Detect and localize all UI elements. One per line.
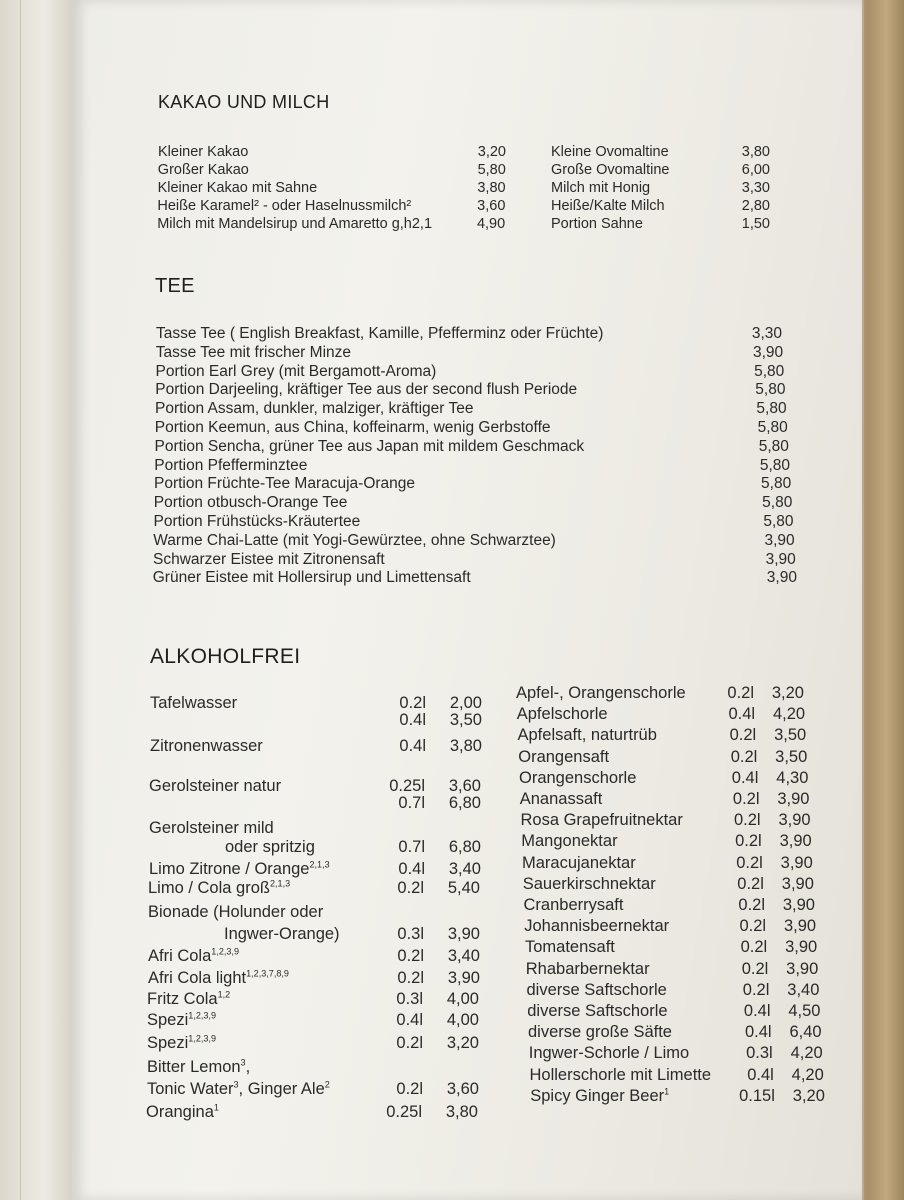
item-name-text: diverse Saftschorle (527, 1002, 668, 1020)
item-name (156, 344, 351, 362)
item-price: 3,90 (780, 853, 813, 872)
item-price: 4,90 (476, 216, 506, 232)
item-price: 5,80 (763, 513, 794, 530)
item-name (519, 769, 636, 788)
item-price: 3,90 (778, 811, 811, 830)
item-name-text: Milch mit Mandelsirup und Amaretto g,h2,1 (157, 216, 433, 232)
menu-item (147, 990, 479, 1012)
item-volume: 0.2l (730, 747, 758, 766)
item-name (518, 726, 657, 745)
item-name-text: Portion Sencha, grüner Tee aus Japan mit mildem Geschmack (154, 437, 585, 455)
menu-item (149, 794, 481, 816)
item-name-text: oder spritzig (225, 838, 315, 856)
menu-item (527, 981, 820, 1003)
item-name-text: Tasse Tee mit frischer Minze (155, 343, 351, 361)
item-volume: 0.2l (729, 726, 757, 745)
item-name (517, 705, 608, 724)
item-name-text: Afri Cola (148, 947, 212, 965)
item-volume: 0.2l (739, 917, 767, 936)
item-price: 3,40 (447, 947, 480, 965)
item-name-text: Orangensaft (518, 747, 610, 766)
item-name-text: Portion Sahne (551, 216, 643, 232)
item-name-text: Ingwer-Orange) (224, 925, 340, 943)
item-volume: 0.4l (399, 711, 426, 729)
item-name-text: Portion Frühstücks-Kräutertee (153, 513, 361, 530)
item-price: 3,60 (446, 1080, 479, 1098)
menu-item (147, 1080, 479, 1102)
menu-item (148, 879, 480, 901)
item-name (530, 1066, 712, 1085)
menu-item (523, 875, 814, 897)
item-price: 5,80 (755, 381, 786, 399)
item-volume: 0.25l (386, 1103, 422, 1121)
menu-item (147, 1011, 479, 1033)
item-name (551, 162, 669, 178)
item-volume: 0.4l (731, 768, 759, 787)
item-name (529, 1044, 689, 1063)
item-name (518, 748, 609, 767)
item-name-text: Rhabarbernektar (525, 959, 650, 978)
menu-item (157, 216, 505, 238)
item-name (520, 790, 603, 809)
item-name-text: Heiße Karamel² - oder Haselnussmilch² (157, 198, 412, 214)
item-name (155, 419, 551, 437)
item-name-text: Rosa Grapefruitnektar (520, 811, 683, 830)
item-volume: 0.2l (733, 811, 761, 830)
item-volume: 0.2l (396, 1080, 423, 1098)
item-name (224, 925, 340, 944)
menu-item (146, 1103, 478, 1125)
footnote-marker: 3 (240, 1057, 246, 1068)
item-volume: 0.2l (738, 896, 765, 914)
footnote-marker: 1 (213, 1102, 219, 1113)
item-price: 4,00 (446, 1011, 479, 1029)
item-price: 5,80 (757, 419, 788, 436)
item-name (150, 737, 263, 756)
item-name-text: Spezi (147, 1034, 189, 1052)
section-title-tee: TEE (155, 275, 195, 297)
item-name-text: Großer Kakao (157, 162, 249, 178)
menu-item (148, 947, 480, 969)
item-name (148, 969, 289, 988)
item-volume: 0.2l (397, 969, 424, 987)
item-price: 3,50 (449, 711, 482, 729)
item-name (154, 513, 361, 531)
item-name (157, 198, 411, 214)
item-name-text: Apfelsaft, naturtrüb (517, 726, 657, 745)
menu-item (529, 1044, 823, 1066)
menu-item (147, 1034, 479, 1056)
item-price: 3,40 (787, 980, 820, 999)
item-volume: 0.2l (727, 684, 754, 702)
item-name (148, 903, 323, 922)
section-title-alkoholfrei: ALKOHOLFREI (150, 645, 301, 668)
item-price: 3,40 (448, 860, 481, 878)
item-price: 3,90 (765, 550, 796, 568)
item-volume: 0.7l (398, 838, 425, 856)
item-name (158, 144, 248, 160)
item-name (147, 990, 230, 1009)
item-name (551, 198, 665, 214)
item-name-text: Apfel-, Orangenschorle (516, 684, 686, 702)
item-name (146, 1103, 219, 1122)
item-price: 3,90 (764, 531, 795, 549)
item-price: 3,30 (741, 180, 770, 196)
item-name-text: Tasse Tee ( English Breakfast, Kamille, Pfefferminz oder Früchte) (156, 325, 604, 342)
item-name-text: Portion Früchte-Tee Maracuja-Orange (154, 475, 416, 493)
menu-item (150, 711, 482, 733)
footnote-marker: 1,2,3,7,8,9 (246, 968, 289, 979)
item-name (524, 896, 624, 915)
menu-item (528, 1023, 822, 1045)
item-price: 3,90 (779, 832, 812, 851)
item-name (156, 325, 603, 343)
item-volume: 0.2l (742, 980, 770, 999)
item-price: 4,30 (776, 768, 809, 787)
item-name-text: Tomatensaft (525, 938, 615, 957)
item-volume: 0.2l (735, 832, 762, 851)
menu-item (153, 569, 795, 591)
item-volume: 0.3l (746, 1044, 773, 1063)
item-price: 3,60 (448, 777, 481, 795)
item-name-text: Fritz Cola (147, 990, 218, 1008)
item-price: 4,20 (791, 1065, 824, 1084)
item-name (149, 819, 274, 838)
item-name (157, 216, 432, 232)
item-name (149, 860, 330, 879)
item-name-text: Portion Keemun, aus China, koffeinarm, wenig Gerbstoffe (154, 419, 551, 436)
item-name-text: Spezi (147, 1011, 189, 1029)
item-name (154, 457, 307, 475)
item-price: 2,80 (741, 198, 770, 214)
menu-item (519, 769, 808, 791)
item-name-text: Maracujanektar (522, 853, 636, 872)
item-price: 3,90 (447, 969, 480, 987)
item-name (156, 363, 437, 381)
footnote-marker: 1,2,3,9 (188, 1033, 216, 1044)
footnote-marker: 1,2,3,9 (188, 1010, 216, 1021)
footnote-marker: 1 (664, 1086, 670, 1097)
item-price: 4,50 (788, 1002, 821, 1020)
item-volume: 0.4l (743, 1002, 771, 1020)
item-volume: 0.4l (398, 860, 425, 878)
menu-item (520, 790, 810, 812)
item-name (521, 832, 617, 851)
menu-item (530, 1087, 825, 1109)
item-name (147, 1058, 250, 1077)
item-name-text: Portion Darjeeling, kräftiger Tee aus der second flush Periode (155, 381, 578, 399)
footnote-marker: 3 (233, 1079, 239, 1090)
item-volume: 0.2l (399, 694, 426, 712)
section-title-kakao: KAKAO UND MILCH (158, 92, 330, 112)
item-name-text: Schwarzer Eistee mit Zitronensaft (153, 550, 385, 568)
menu-item (524, 917, 816, 939)
menu-item (148, 903, 480, 925)
item-name-text: Heiße/Kalte Milch (551, 198, 665, 214)
item-price: 6,00 (741, 162, 770, 178)
item-name (523, 875, 656, 894)
item-name (158, 162, 249, 178)
item-name (225, 838, 315, 857)
item-price: 5,80 (759, 456, 791, 474)
item-price: 3,90 (781, 874, 814, 893)
item-price: 3,50 (774, 726, 807, 745)
item-price: 3,50 (775, 747, 808, 766)
item-name (551, 180, 650, 196)
menu-item (148, 925, 480, 947)
item-price: 5,80 (754, 362, 785, 380)
item-name-text: Bionade (Holunder oder (148, 903, 324, 921)
item-price: 3,80 (477, 180, 506, 196)
item-name (155, 400, 473, 418)
item-price: 6,80 (448, 794, 481, 812)
item-name-text: Gerolsteiner mild (149, 819, 274, 837)
item-volume: 0.4l (747, 1065, 774, 1084)
item-name (153, 551, 385, 569)
item-name-text: Warme Chai-Latte (mit Yogi-Gewürztee, ohne Schwarztee) (153, 531, 556, 549)
menu-item (521, 811, 811, 833)
item-price: 3,80 (741, 144, 770, 160)
item-volume: 0.2l (736, 853, 763, 872)
item-volume: 0.4l (728, 705, 756, 724)
item-price: 3,80 (445, 1103, 478, 1121)
item-name-text: Tafelwasser (150, 694, 238, 712)
footnote-marker: 1,2,3,9 (211, 946, 239, 957)
item-name (147, 1080, 330, 1099)
item-price: 3,20 (446, 1034, 479, 1052)
menu-item (526, 960, 819, 982)
item-price: 4,00 (446, 990, 479, 1008)
item-name (148, 947, 239, 966)
item-name (155, 381, 577, 399)
item-price: 6,80 (448, 838, 481, 856)
item-price: 5,80 (477, 162, 506, 178)
item-name (526, 960, 650, 979)
item-name-text: Mangonektar (521, 832, 618, 851)
item-name (527, 1002, 667, 1021)
item-price: 3,90 (786, 959, 819, 978)
menu-item (518, 726, 807, 748)
item-name-text: Portion Assam, dunkler, malziger, kräftiger Tee (155, 400, 474, 418)
footnote-marker: 2,1,3 (309, 859, 330, 870)
item-name-suffix: , (245, 1058, 251, 1076)
item-price: 5,80 (756, 400, 787, 418)
item-name-text: Kleiner Kakao mit Sahne (157, 180, 318, 196)
item-volume: 0.3l (396, 990, 423, 1008)
item-name (551, 144, 669, 160)
item-name-text: Kleiner Kakao (158, 144, 249, 160)
menu-item (516, 684, 804, 706)
item-name-text: Orangina (146, 1103, 214, 1121)
menu-item (527, 1002, 820, 1024)
item-name (158, 180, 318, 196)
item-name-text: Limo / Cola groß (148, 879, 270, 897)
menu-item (518, 748, 807, 770)
item-name-text: Portion otbusch-Orange Tee (153, 494, 348, 512)
item-price: 3,20 (792, 1086, 825, 1105)
item-name-text: Ananassaft (519, 790, 603, 808)
menu-item (551, 216, 770, 238)
item-price: 3,30 (751, 325, 782, 342)
item-name (524, 917, 669, 936)
item-price: 5,80 (762, 494, 793, 512)
item-name-text: Sauerkirschnektar (522, 874, 656, 893)
item-name (528, 1023, 672, 1042)
item-name-text: diverse große Säfte (528, 1023, 672, 1042)
footnote-marker: 1,2 (217, 989, 231, 1000)
item-volume: 0.15l (739, 1086, 775, 1105)
item-name-text: Milch mit Honig (551, 180, 651, 196)
menu-item (517, 705, 805, 727)
item-name-text: Tonic Water (147, 1080, 234, 1098)
item-name (154, 494, 348, 512)
item-price: 6,40 (789, 1023, 822, 1042)
item-name-text: Gerolsteiner natur (149, 777, 282, 795)
menu-item (524, 896, 816, 918)
menu-item (530, 1066, 824, 1088)
item-price: 5,80 (758, 437, 789, 455)
item-price: 3,90 (752, 343, 784, 361)
item-name-text: Apfelschorle (516, 705, 608, 724)
item-name-text: Portion Pfefferminztee (154, 456, 308, 474)
item-volume: 0.2l (737, 874, 764, 893)
item-volume: 0.4l (744, 1023, 772, 1042)
item-name (516, 684, 686, 703)
footnote-marker: 2 (324, 1079, 330, 1090)
item-name-text: Grüner Eistee mit Hollersirup und Limettensaft (152, 569, 471, 587)
item-name-text: Ingwer-Schorle / Limo (528, 1044, 690, 1063)
item-volume: 0.2l (396, 1034, 423, 1052)
item-name (153, 532, 556, 550)
item-price: 3,90 (766, 569, 797, 587)
item-name (522, 854, 636, 873)
item-price: 4,20 (790, 1044, 823, 1063)
item-name (525, 938, 615, 957)
item-name (155, 438, 585, 456)
item-price: 3,20 (771, 684, 804, 702)
item-price: 3,60 (477, 198, 506, 214)
item-volume: 0.7l (398, 794, 425, 812)
item-name (530, 1087, 669, 1106)
item-price: 3,90 (447, 925, 480, 943)
item-price: 5,80 (761, 475, 792, 493)
item-price: 3,20 (477, 144, 506, 160)
item-name-text: Portion Earl Grey (mit Bergamott-Aroma) (155, 362, 437, 380)
item-volume: 0.4l (399, 737, 426, 755)
item-volume: 0.25l (389, 777, 425, 795)
item-name (154, 475, 415, 493)
item-volume: 0.4l (396, 1011, 423, 1029)
item-price: 1,50 (741, 216, 770, 232)
item-name-text: Große Ovomaltine (551, 162, 670, 178)
item-volume: 0.2l (732, 790, 760, 808)
menu-item (148, 969, 480, 991)
item-price: 4,20 (772, 705, 806, 724)
item-price: 2,00 (449, 694, 482, 712)
item-price: 3,90 (783, 917, 817, 936)
item-price: 5,40 (447, 879, 480, 897)
item-volume: 0.2l (397, 879, 424, 897)
item-name-text: Kleine Ovomaltine (551, 144, 669, 160)
item-name-text: diverse Saftschorle (526, 980, 667, 999)
item-name-text: Spicy Ginger Beer (530, 1086, 665, 1105)
menu-item (522, 854, 813, 876)
menu-item (150, 737, 482, 759)
item-price: 3,80 (449, 737, 482, 755)
item-price: 3,90 (785, 938, 818, 957)
item-volume: 0.2l (741, 959, 769, 978)
item-name (527, 981, 667, 1000)
item-volume: 0.2l (740, 938, 768, 957)
item-name (147, 1011, 216, 1030)
item-price: 3,90 (777, 790, 810, 808)
item-name-text: Cranberrysaft (523, 896, 624, 914)
item-name (551, 216, 643, 232)
menu-item (521, 832, 811, 854)
item-name-suffix: , Ginger Ale (238, 1080, 325, 1098)
footnote-marker: 2,1,3 (269, 878, 291, 889)
item-volume: 0.2l (397, 947, 424, 965)
item-name (147, 1034, 216, 1053)
menu-item (149, 838, 481, 860)
item-name-text: Limo Zitrone / Orange (149, 860, 310, 878)
item-volume: 0.3l (397, 925, 424, 943)
item-name (148, 879, 290, 898)
item-name-text: Zitronenwasser (150, 737, 263, 755)
item-name (153, 569, 471, 587)
item-name-text: Orangenschorle (519, 768, 637, 787)
item-name-text: Afri Cola light (148, 969, 247, 987)
menu-item (147, 1058, 479, 1080)
item-name (521, 811, 683, 830)
item-name-text: Bitter Lemon (147, 1058, 241, 1076)
menu-item (525, 938, 817, 960)
item-name-text: Johannisbeernektar (524, 917, 670, 936)
item-price: 3,90 (782, 896, 815, 914)
item-name-text: Hollerschorle mit Limette (529, 1065, 712, 1084)
